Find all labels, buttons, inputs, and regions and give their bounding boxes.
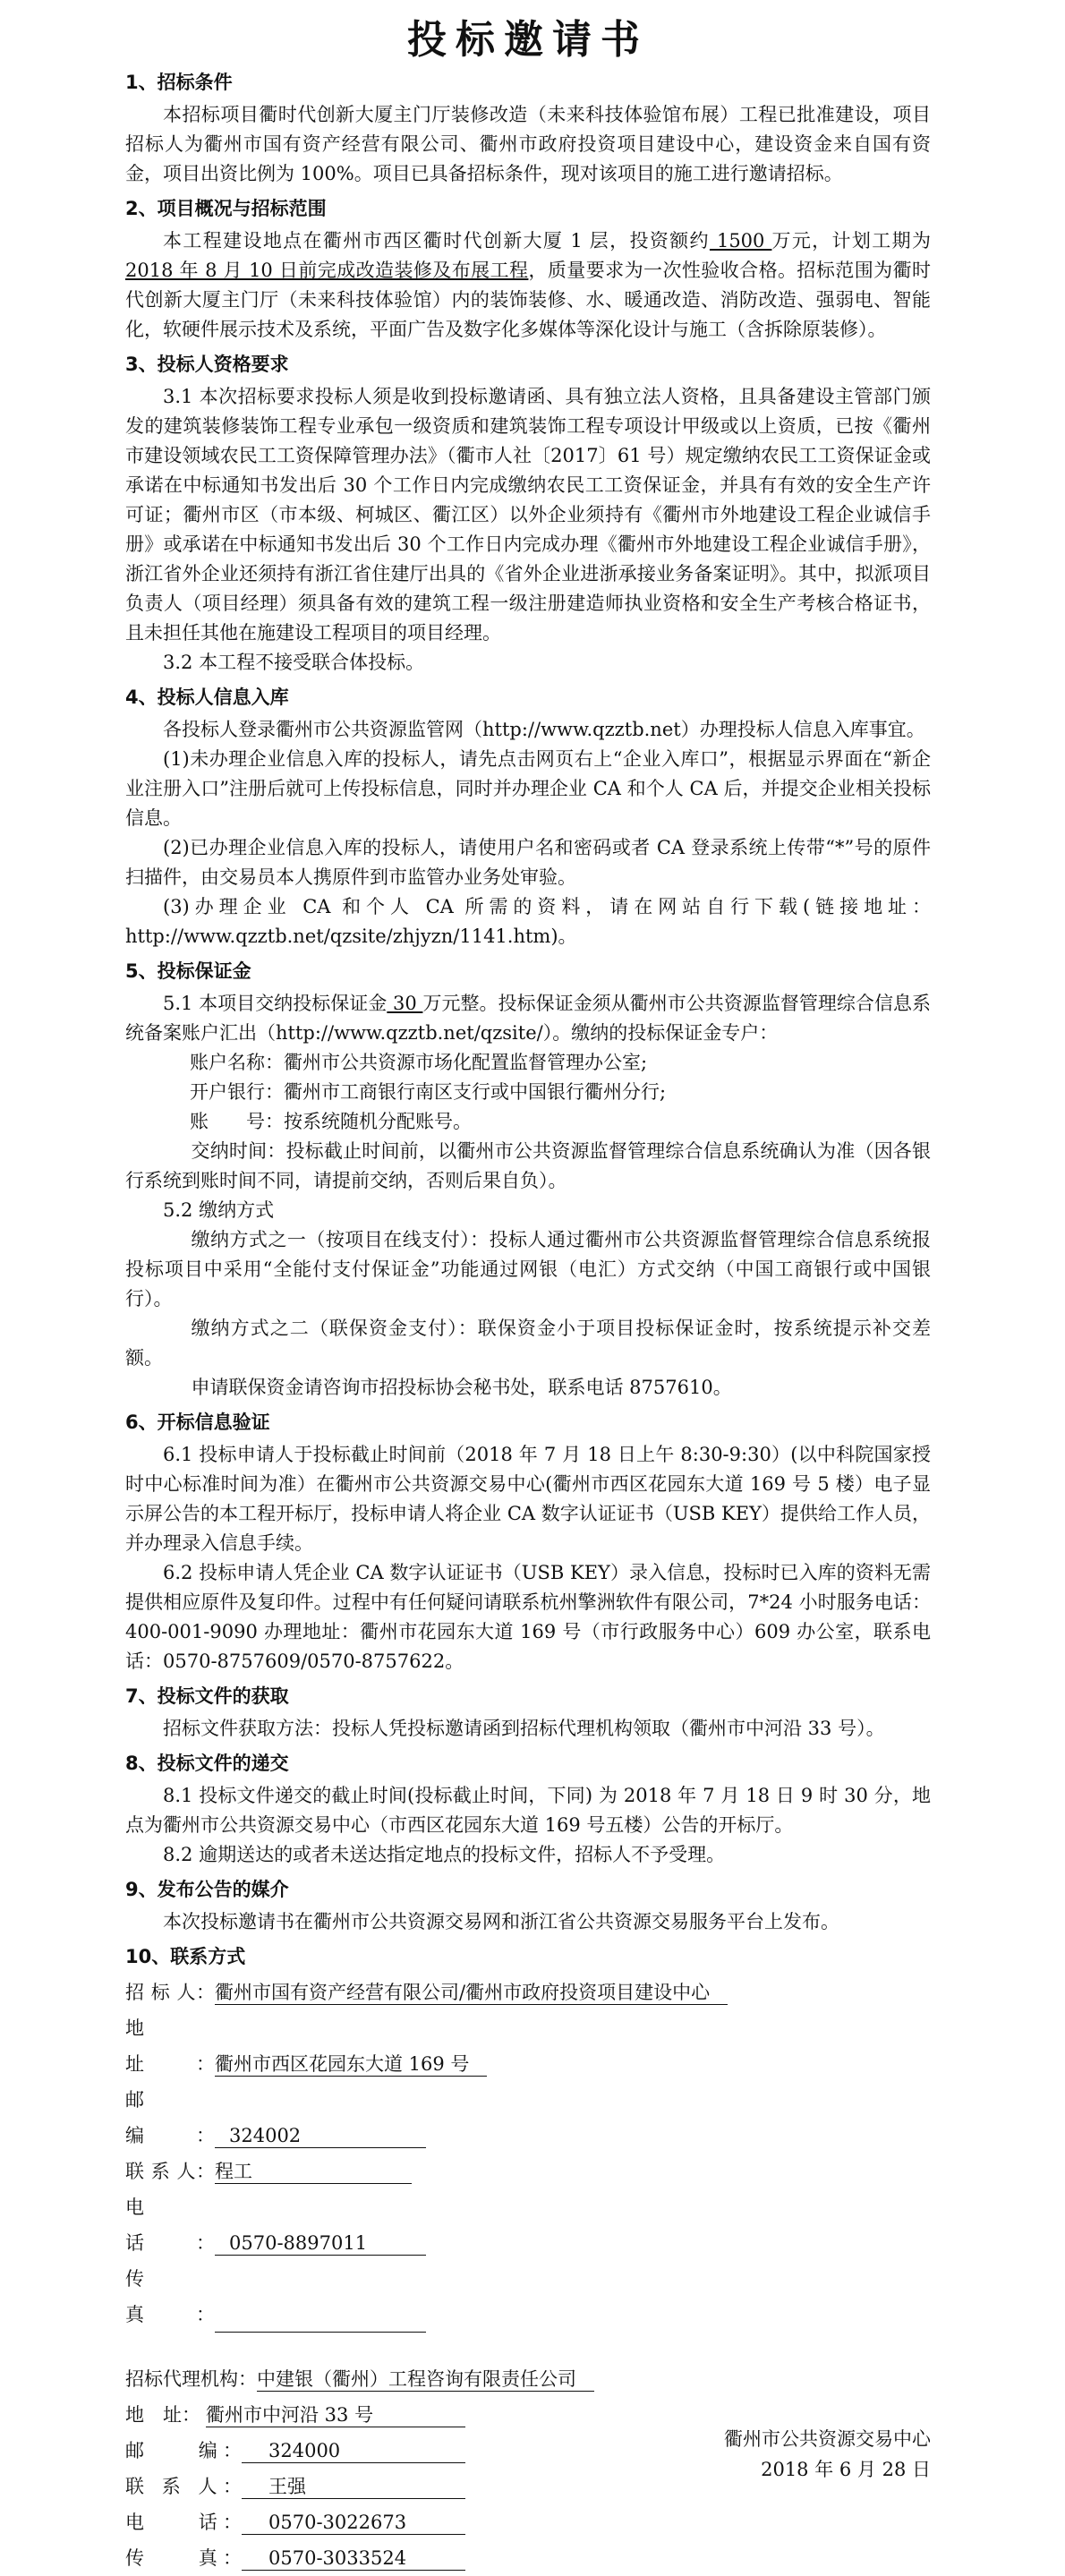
paragraph: 招标文件获取方法：投标人凭投标邀请函到招标代理机构领取（衢州市中河沿 33 号）。 (163, 1718, 885, 1739)
account-bank: 开户银行：衢州市工商银行南区支行或中国银行衢州分行; (190, 1081, 667, 1103)
paragraph: 3.1 本次招标要求投标人须是收到投标邀请函、具有独立法人资格，且具备建设主管部门颁发的建筑装修装饰工程专业承包一级资质和建筑装饰工程专项设计甲级或以上资质，已按《衢州市建设领域农民工工资保障管理办法》（衢市人社〔2017〕61 号）规定缴纳农民工工资保证金或承诺在中标通知书发出后 30 个工作日内完成缴纳农民工工资保证金，并具有有效的安全生产许可证；衢州市区（市本级、柯城区、衢江区）以外企业须持有《衢州市外地建设工程企业诚信手册》或承诺在中标通知书发出后 30 个工作日内完成办理《衢州市外地建设工程企业诚信手册》，浙江省外企业还须持有浙江省住建厅出具的《省外企业进浙承接业务备案证明》。其中，拟派项目负责人（项目经理）须具备有效的建筑工程一级注册建造师执业资格和安全生产考核合格证书，且未担任其他在施建设工程项目的项目经理。 (125, 386, 931, 644)
paragraph: 8.1 投标文件递交的截止时间(投标截止时间，下同) 为 2018 年 7 月 18 日 9 时 30 分，地点为衢州市公共资源交易中心（市西区花园东大道 169 号五楼）公告的开标厅。 (125, 1785, 931, 1836)
paragraph (125, 226, 931, 345)
text-run: 万元，计划工期为 (771, 230, 932, 252)
contact-row (125, 2261, 931, 2333)
text-run: ，质量要求为一次性验收合格。招标范围为衢时代创新大厦主门厅（未来科技体验馆）内的装饰装修、水、暖通改造、消防改造、强弱电、智能化，软硬件展示技术及系统，平面广告及数字化多媒体等深化设计与施工（含拆除原装修）。 (125, 260, 931, 340)
section-qualification (125, 351, 931, 678)
signature-block (724, 2424, 931, 2485)
section-heading: 1、招标条件 (125, 72, 233, 93)
spacer (125, 2333, 931, 2361)
contact-label: 招标代理机构： (125, 2368, 257, 2390)
paragraph: 8.2 逾期送达的或者未送达指定地点的投标文件，招标人不予受理。 (163, 1844, 726, 1865)
contact-row (125, 2504, 931, 2540)
contact-label: 传 真： (125, 2268, 215, 2325)
paragraph: (3)办理企业 CA 和个人 CA 所需的资料，请在网站自行下载(链接地址：http://www.qzztb.net/qzsite/zhjyzn/1141.htm)。 (125, 896, 931, 947)
contact-row (125, 1975, 931, 2010)
section-heading: 5、投标保证金 (125, 960, 251, 982)
contact-row (125, 2189, 931, 2261)
contact-value: 衢州市西区花园东大道 169 号 (215, 2052, 487, 2077)
contact-row (125, 2154, 931, 2189)
contact-row (125, 2010, 931, 2082)
contact-row (125, 2361, 931, 2397)
contact-label: 电 话： (125, 2512, 242, 2533)
section-bidder-registration (125, 684, 931, 951)
section-heading: 8、投标文件的递交 (125, 1753, 289, 1774)
section-heading: 6、开标信息验证 (125, 1412, 270, 1433)
contact-value: 0570-8897011 (215, 2231, 426, 2256)
payment-method-2: 缴纳方式之二（联保资金支付）：联保资金小于项目投标保证金时，按系统提示补交差额。 (125, 1318, 931, 1369)
contact-value (215, 2308, 426, 2333)
paragraph: (1)未办理企业信息入库的投标人，请先点击网页右上“企业入库口”，根据显示界面在“新企业注册入口”注册后就可上传投标信息，同时并办理企业 CA 和个人 CA 后，并提交企业相关投标信息。 (125, 748, 931, 829)
section-heading: 10、联系方式 (125, 1946, 246, 1967)
section-heading: 3、投标人资格要求 (125, 354, 289, 375)
contact-value: 衢州市中河沿 33 号 (206, 2403, 465, 2427)
contact-row (125, 2082, 931, 2154)
contact-label: 邮 编： (125, 2089, 215, 2146)
section-heading: 2、项目概况与招标范围 (125, 198, 327, 219)
issue-date: 2018 年 6 月 28 日 (761, 2459, 931, 2480)
section-heading: 9、发布公告的媒介 (125, 1879, 289, 1900)
contact-value: 324000 (242, 2439, 465, 2463)
contact-label: 地 址： (125, 2017, 215, 2075)
contact-value: 衢州市国有资产经营有限公司/衢州市政府投资项目建设中心 (215, 1981, 728, 2005)
paragraph: 本次投标邀请书在衢州市公共资源交易网和浙江省公共资源交易服务平台上发布。 (163, 1911, 839, 1932)
construction-period: 2018 年 8 月 10 日前完成改造装修及布展工程 (125, 260, 529, 281)
section-bid-bond (125, 958, 931, 1403)
payment-inquiry: 申请联保资金请咨询市招投标协会秘书处，联系电话 8757610。 (191, 1377, 732, 1398)
contact-value: 程工 (215, 2160, 412, 2184)
section-obtain-documents (125, 1683, 931, 1744)
contact-label: 邮 编： (125, 2440, 242, 2461)
payment-method-1: 缴纳方式之一（按项目在线支付）：投标人通过衢州市公共资源监督管理综合信息系统报投标项目中采用“全能付支付保证金”功能通过网银（电汇）方式交纳（中国工商银行或中国银行）。 (125, 1229, 931, 1309)
section-bid-opening (125, 1409, 931, 1676)
contact-label: 地 址： (125, 2404, 200, 2426)
contact-value: 0570-3022673 (242, 2511, 465, 2535)
account-number: 账 号：按系统随机分配账号。 (190, 1111, 472, 1132)
contact-label: 招 标 人： (125, 1982, 215, 2003)
paragraph: 各投标人登录衢州市公共资源监管网（http://www.qzztb.net）办理投标人信息入库事宜。 (163, 719, 925, 740)
contact-value: 王强 (242, 2475, 465, 2499)
paragraph (125, 989, 931, 1048)
section-publication-media (125, 1876, 931, 1937)
contact-value: 0570-3033524 (242, 2546, 465, 2571)
contact-label: 传 真： (125, 2547, 242, 2569)
document-title: 投标邀请书 (407, 17, 649, 63)
contact-value: 中建银（衢州）工程咨询有限责任公司 (257, 2367, 594, 2392)
tenderer-contact-block (125, 1975, 931, 2333)
paragraph: 本招标项目衢时代创新大厦主门厅装修改造（未来科技体验馆布展）工程已批准建设，项目招标人为衢州市国有资产经营有限公司、衢州市政府投资项目建设中心，建设资金来自国有资金，项目出资比例为 100%。项目已具备招标条件，现对该项目的施工进行邀请招标。 (125, 104, 931, 184)
text-run: 万元整。投标保证金须从衢州市公共资源监督管理综合信息系统备案账户汇出（http://www.qzztb.net/qzsite/）。缴纳的投标保证金专户： (125, 993, 931, 1044)
paragraph: 6.2 投标申请人凭企业 CA 数字认证证书（USB KEY）录入信息，投标时已入库的资料无需提供相应原件及复印件。过程中有任何疑问请联系杭州擎洲软件有限公司，7*24 小时服务电话：400-001-9090 办理地址：衢州市花园东大道 169 号（市行政服务中心）609 办公室，联系电话：0570-8757609/0570-8757622。 (125, 1562, 931, 1672)
paragraph: (2)已办理企业信息入库的投标人，请使用户名和密码或者 CA 登录系统上传带“*”号的原件扫描件，由交易员本人携原件到市监管办业务处审验。 (125, 837, 931, 888)
issuing-organization: 衢州市公共资源交易中心 (724, 2428, 931, 2450)
contact-label: 电 话： (125, 2196, 215, 2254)
investment-amount: 1500 (709, 230, 772, 252)
section-heading: 7、投标文件的获取 (125, 1685, 289, 1707)
section-project-overview (125, 195, 931, 345)
payment-time: 交纳时间：投标截止时间前，以衢州市公共资源监督管理综合信息系统确认为准（因各银行系统到账时间不同，请提前交纳，否则后果自负）。 (125, 1140, 931, 1191)
subsection-heading: 5.2 缴纳方式 (163, 1199, 275, 1221)
contact-value: 324002 (215, 2124, 426, 2148)
section-bid-conditions (125, 69, 931, 189)
paragraph: 3.2 本工程不接受联合体投标。 (163, 652, 425, 673)
account-name: 账户名称：衢州市公共资源市场化配置监督管理办公室; (190, 1052, 648, 1073)
text-run: 本工程建设地点在衢州市西区衢时代创新大厦 1 层，投资额约 (163, 230, 710, 252)
section-submission (125, 1750, 931, 1870)
text-run: 5.1 本项目交纳投标保证金 (163, 993, 388, 1014)
contact-row (125, 2540, 931, 2576)
bond-amount: 30 (387, 993, 423, 1014)
paragraph: 6.1 投标申请人于投标截止时间前（2018 年 7 月 18 日上午 8:30-9:30）(以中科院国家授时中心标准时间为准）在衢州市公共资源交易中心(衢州市西区花园东大道 169 号 5 楼）电子显示屏公告的本工程开标厅，投标申请人将企业 CA 数字认证证书（USB KEY）提供给工作人员，并办理录入信息手续。 (125, 1444, 931, 1554)
contact-label: 联 系 人： (125, 2161, 215, 2182)
contact-label: 联 系 人： (125, 2476, 242, 2497)
section-heading: 4、投标人信息入库 (125, 687, 289, 708)
